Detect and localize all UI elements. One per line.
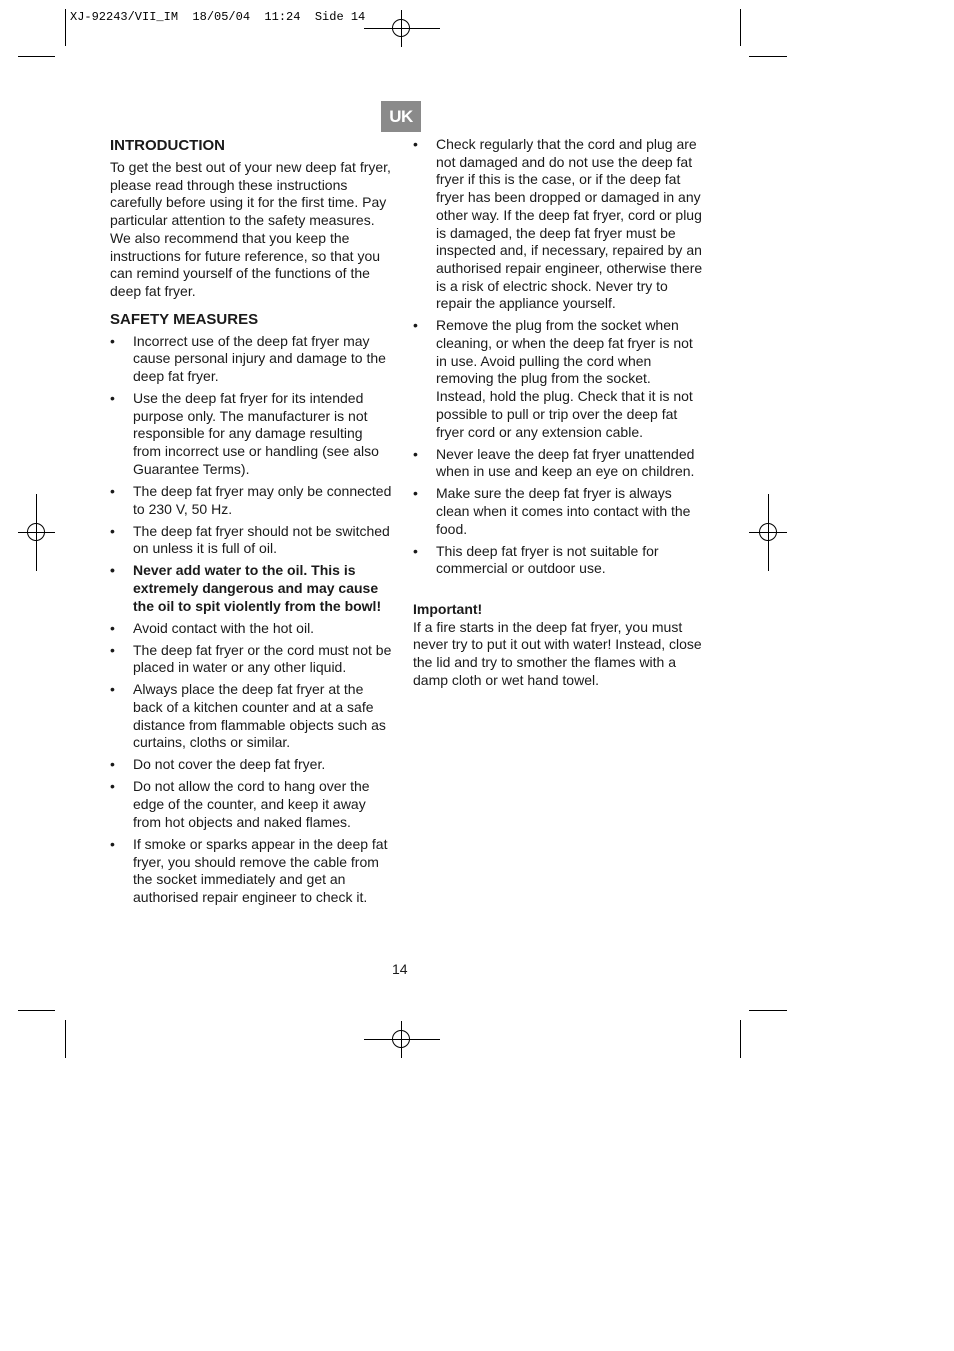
safety-list-item [110, 620, 392, 638]
introduction-text: To get the best out of your new deep fat fryer, please read through these instructions carefully before using it for the first time. Pay particular attention to the safety measures. We also recommend that you keep the instructions for future reference, so that you can remind yourself of the functions of the deep fat fryer. [110, 159, 391, 299]
safety-list-item [110, 642, 392, 677]
right-column [413, 136, 703, 690]
important-heading: Important! [413, 601, 483, 618]
safety-item-text: If smoke or sparks appear in the deep fat fryer, you should remove the cable from the socket immediately and get an authorised repair engineer to check it. [133, 835, 388, 905]
safety-item-text: Never add water to the oil. This is extremely dangerous and may cause the oil to spit violently from the bowl! [133, 562, 382, 614]
bullet-icon: • [413, 445, 418, 462]
safety-item-text: Check regularly that the cord and plug are not damaged and do not use the deep fat fryer if this is the case, or if the deep fat fryer has been dropped or damaged in any other way. If the deep fat fryer, cord or plug is damaged, the deep fat fryer must be inspected and, if necessary, repaired by an authorised repair engineer, otherwise there is a risk of electric shock. Never try to repair the appliance yourself. [436, 136, 703, 312]
bullet-icon: • [110, 390, 115, 407]
safety-list-item [413, 446, 703, 481]
bullet-icon: • [413, 485, 418, 502]
safety-item-text: Do not cover the deep fat fryer. [133, 756, 326, 773]
safety-list-item [110, 756, 392, 774]
safety-item-text: The deep fat fryer or the cord must not be placed in water or any other liquid. [133, 641, 392, 676]
safety-list-left [110, 333, 392, 907]
page-number: 14 [392, 961, 408, 977]
bullet-icon: • [413, 136, 418, 152]
safety-item-text: Incorrect use of the deep fat fryer may cause personal injury and damage to the deep fat fryer. [133, 332, 386, 385]
safety-list-item [110, 836, 392, 907]
safety-list-item [413, 543, 703, 578]
safety-item-text: The deep fat fryer should not be switched on unless it is full of oil. [133, 522, 390, 557]
safety-list-right [413, 136, 703, 578]
safety-item-text: Do not allow the cord to hang over the edge of the counter, and keep it away from hot objects and naked flames. [133, 778, 370, 830]
safety-list-item [110, 681, 392, 752]
bullet-icon: • [413, 542, 418, 559]
bullet-icon: • [110, 641, 115, 658]
safety-item-text: Use the deep fat fryer for its intended purpose only. The manufacturer is not responsible for any damage resulting from incorrect use or handling (see also Guarantee Terms). [133, 390, 379, 477]
important-text: If a fire starts in the deep fat fryer, you must never try to put it out with water! Instead, close the lid and try to smother the flames with a damp cloth or wet hand towel. [413, 618, 702, 688]
safety-item-text: Remove the plug from the socket when cleaning, or when the deep fat fryer is not in use. Avoid pulling the cord when removing the plug from the socket. Instead, hold the plug. Check that it is not possible to pull or trip over the deep fat fryer cord or any extension cable. [436, 317, 693, 440]
safety-item-text: This deep fat fryer is not suitable for commercial or outdoor use. [436, 542, 659, 577]
safety-list-item [110, 483, 392, 518]
introduction-heading: INTRODUCTION [110, 137, 225, 154]
safety-list-item [413, 485, 703, 538]
bullet-icon: • [110, 522, 115, 539]
safety-item-text: Make sure the deep fat fryer is always clean when it comes into contact with the food. [436, 485, 691, 537]
safety-item-text: Avoid contact with the hot oil. [133, 619, 315, 636]
safety-list-item [413, 317, 703, 441]
bullet-icon: • [110, 835, 115, 852]
safety-list-item [110, 333, 392, 386]
bullet-icon: • [110, 562, 115, 579]
safety-list-item [110, 778, 392, 831]
safety-heading: SAFETY MEASURES [110, 310, 259, 328]
bullet-icon: • [110, 756, 115, 773]
bullet-icon: • [110, 482, 115, 499]
safety-list-item [110, 562, 392, 615]
language-badge: UK [381, 101, 421, 132]
safety-item-text: Always place the deep fat fryer at the back of a kitchen counter and at a safe distance from flammable objects such as curtains, cloths or similar. [133, 681, 386, 751]
bullet-icon: • [110, 778, 115, 795]
bullet-icon: • [413, 317, 418, 334]
safety-list-item [110, 390, 392, 479]
print-slug: XJ-92243/VII_IM 18/05/04 11:24 Side 14 [70, 10, 366, 24]
left-column [110, 137, 392, 911]
safety-list-item [413, 136, 703, 313]
bullet-icon: • [110, 681, 115, 698]
bullet-icon: • [110, 619, 115, 636]
bullet-icon: • [110, 332, 115, 349]
safety-item-text: The deep fat fryer may only be connected to 230 V, 50 Hz. [133, 482, 392, 517]
safety-item-text: Never leave the deep fat fryer unattended when in use and keep an eye on children. [436, 445, 695, 480]
safety-list-item [110, 523, 392, 558]
